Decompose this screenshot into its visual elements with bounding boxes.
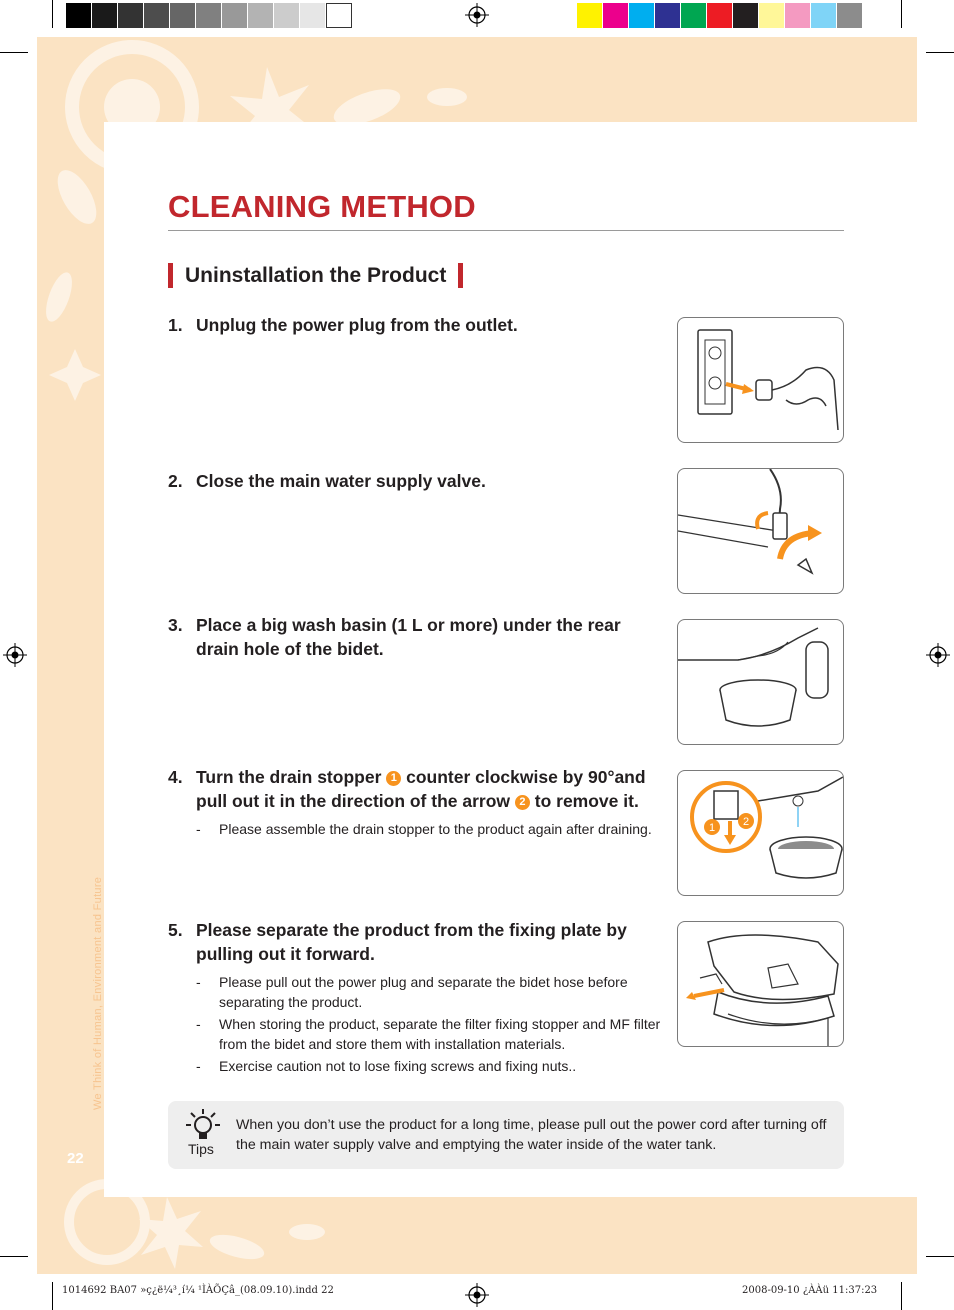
- lightbulb-icon: [186, 1109, 220, 1141]
- title-divider: [168, 230, 844, 231]
- process-color-bar: [577, 3, 863, 28]
- color-swatch: [785, 3, 811, 28]
- color-swatch: [733, 3, 759, 28]
- side-slogan: We Think of Human, Environment and Future: [92, 876, 104, 1110]
- color-swatch: [681, 3, 707, 28]
- color-swatch: [92, 3, 118, 28]
- crop-mark: [0, 1256, 28, 1257]
- color-swatch: [118, 3, 144, 28]
- color-swatch: [144, 3, 170, 28]
- step-3: [168, 613, 668, 661]
- note-item: - When storing the product, separate the filter fixing stopper and MF filter from the bidet and store them with installation materials.: [196, 1016, 661, 1052]
- color-swatch: [222, 3, 248, 28]
- crop-mark: [926, 52, 954, 53]
- grayscale-color-bar: [66, 3, 352, 28]
- note-item: - Please pull out the power plug and separate the bidet hose before separating the product.: [196, 974, 628, 1010]
- color-swatch: [629, 3, 655, 28]
- step-number: 1.: [168, 315, 183, 335]
- step-text: Unplug the power plug from the outlet.: [196, 315, 518, 335]
- color-swatch: [300, 3, 326, 28]
- color-swatch: [837, 3, 863, 28]
- color-swatch: [196, 3, 222, 28]
- marker-1: 1: [386, 771, 401, 786]
- step-number: 3.: [168, 615, 183, 635]
- crop-mark: [52, 0, 53, 28]
- registration-mark-icon: [926, 643, 950, 667]
- marker-2: 2: [515, 795, 530, 810]
- step-number: 2.: [168, 471, 183, 491]
- wash-basin-icon: [677, 619, 844, 745]
- color-swatch: [66, 3, 92, 28]
- note-item: - Exercise caution not to lose fixing screws and fixing nuts..: [196, 1058, 577, 1074]
- color-swatch: [655, 3, 681, 28]
- page-number: 22: [67, 1150, 84, 1167]
- step-5: [168, 918, 668, 1078]
- color-swatch: [170, 3, 196, 28]
- svg-text:2: 2: [742, 816, 750, 828]
- color-swatch: [759, 3, 785, 28]
- step-2: [168, 469, 668, 493]
- tips-label: Tips: [188, 1141, 214, 1157]
- section-heading: [168, 263, 463, 288]
- drain-stopper-icon: [677, 770, 844, 896]
- tips-text: When you don’t use the product for a long time, please pull out the power cord after turning off the main water supply valve and emptying the water inside of the water tank.: [236, 1117, 827, 1153]
- registration-mark-icon: [3, 643, 27, 667]
- page-title: CLEANING METHOD: [168, 189, 476, 224]
- crop-mark: [926, 1256, 954, 1257]
- footer-filename: 1014692 BA07 »ç¿ë¼³¸í¼ ¹ÌÀÕÇâ_(08.09.10).indd 22: [62, 1285, 334, 1296]
- color-swatch: [248, 3, 274, 28]
- step-text: Close the main water supply valve.: [196, 471, 486, 491]
- crop-mark: [0, 52, 28, 53]
- color-swatch: [603, 3, 629, 28]
- color-swatch: [707, 3, 733, 28]
- color-swatch: [577, 3, 603, 28]
- heading-bar-left: [168, 263, 173, 288]
- crop-mark: [901, 0, 902, 28]
- step-number: 5.: [168, 920, 183, 940]
- registration-mark-icon: [465, 1283, 489, 1307]
- step-text: Please separate the product from the fixing plate by pulling out it forward.: [196, 920, 627, 964]
- footer-timestamp: 2008-09-10 ¿ÀÀü 11:37:23: [742, 1285, 878, 1296]
- step-notes: [196, 972, 668, 1076]
- crop-mark: [901, 1282, 902, 1310]
- tips-box: [168, 1101, 844, 1169]
- svg-text:1: 1: [708, 822, 716, 834]
- step-text: [196, 765, 668, 813]
- step-notes: [196, 819, 668, 839]
- step-text-part: counter clockwise by 90°and pull out it in the direction of the arrow: [196, 767, 646, 811]
- step-1: [168, 313, 668, 337]
- step-text-part: to remove it.: [529, 791, 639, 811]
- bidet-separation-icon: [677, 921, 844, 1047]
- crop-mark: [52, 1282, 53, 1310]
- note-item: - Please assemble the drain stopper to the product again after draining.: [196, 821, 652, 837]
- step-text-part: Turn the drain stopper: [196, 767, 387, 787]
- power-plug-outlet-icon: [677, 317, 844, 443]
- step-number: 4.: [168, 767, 183, 787]
- registration-mark-icon: [465, 3, 489, 27]
- section-heading-text: Uninstallation the Product: [185, 263, 447, 287]
- step-text: Place a big wash basin (1 L or more) under the rear drain hole of the bidet.: [196, 615, 621, 659]
- color-swatch: [811, 3, 837, 28]
- step-4: [168, 765, 668, 841]
- color-swatch: [326, 3, 352, 28]
- water-valve-icon: [677, 468, 844, 594]
- color-swatch: [274, 3, 300, 28]
- heading-bar-right: [458, 263, 463, 288]
